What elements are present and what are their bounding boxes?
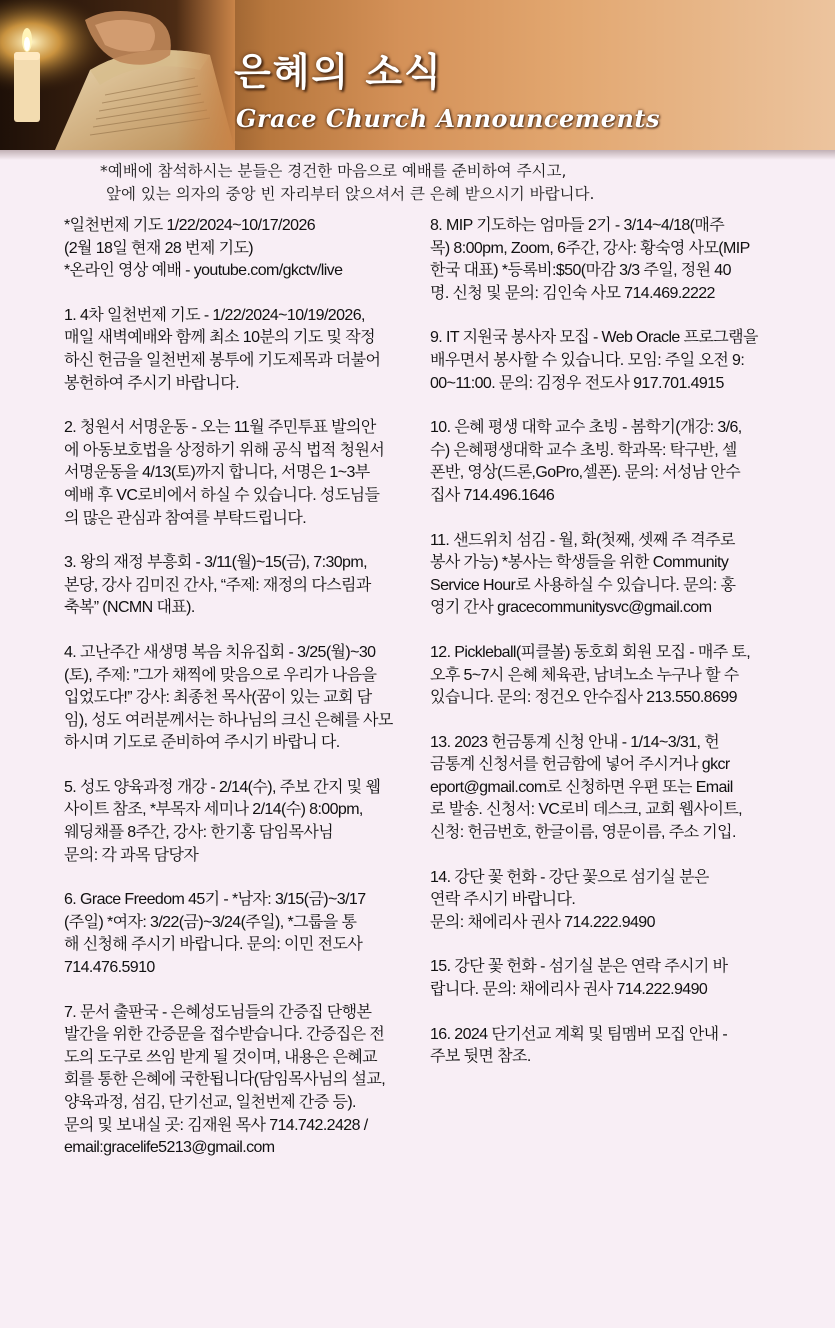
announcement-line: 해 신청해 주시기 바랍니다. 문의: 이민 전도사 [64, 936, 363, 954]
notice-line: *예배에 참석하시는 분들은 경건한 마음으로 예배를 준비하여 주시고, [100, 162, 567, 180]
announcement-line: 영기 간사 gracecommunitysvc@gmail.com [430, 599, 712, 617]
announcement-line: *온라인 영상 예배 - youtube.com/gkctv/live [64, 262, 343, 280]
announcement-line: 하시며 기도로 준비하여 주시기 바랍니 다. [64, 734, 340, 752]
announcement-item-2 [64, 417, 424, 530]
announcement-line: 주보 뒷면 참조. [430, 1048, 531, 1066]
announcement-line: 금통계 신청서를 헌금함에 넣어 주시거나 gkcr [430, 756, 730, 774]
announcement-line: 문의: 채에리사 권사 714.222.9490 [430, 913, 655, 931]
announcement-line: 입었도다!” 강사: 최종천 목사(꿈이 있는 교회 담 [64, 689, 372, 707]
announcement-line: 서명운동을 4/13(토)까지 합니다, 서명은 1~3부 [64, 464, 370, 482]
announcement-line: *일천번제 기도 1/22/2024~10/17/2026 [64, 217, 316, 234]
announcement-item-6 [64, 889, 424, 979]
announcement-line: 7. 문서 출판국 - 은혜성도님들의 간증집 단행본 [64, 1003, 372, 1021]
announcement-item-16 [430, 1024, 790, 1069]
announcement-intro [64, 215, 424, 283]
announcement-line: 신청: 헌금번호, 한글이름, 영문이름, 주소 기입. [430, 824, 736, 842]
announcement-item-9 [430, 327, 790, 395]
announcement-item-3 [64, 552, 424, 620]
announcement-line: 도의 도구로 쓰임 받게 될 것이며, 내용은 은혜교 [64, 1048, 378, 1066]
announcement-line: 4. 고난주간 새생명 복음 치유집회 - 3/25(월)~30 [64, 643, 376, 661]
announcement-item-13 [430, 732, 790, 845]
announcement-line: 오후 5~7시 은혜 체육관, 남녀노소 누구나 할 수 [430, 666, 739, 684]
announcement-line: 의 많은 관심과 참여를 부탁드립니다. [64, 509, 307, 527]
announcement-line: 13. 2023 헌금통계 신청 안내 - 1/14~3/31, 헌 [430, 733, 720, 751]
announcement-item-12 [430, 642, 790, 710]
announcement-line: 봉사 가능) *봉사는 학생들을 위한 Community [430, 554, 729, 572]
announcement-line: 매일 새벽예배와 함께 최소 10분의 기도 및 작정 [64, 329, 375, 347]
announcement-line: (토), 주제: ”그가 채찍에 맞음으로 우리가 나음을 [64, 666, 377, 684]
header-banner [0, 0, 835, 150]
announcement-line: 1. 4차 일천번제 기도 - 1/22/2024~10/19/2026, [64, 306, 365, 324]
announcement-line: 사이트 참조, *부목자 세미나 2/14(수) 8:00pm, [64, 801, 363, 819]
announcement-line: 봉헌하여 주시기 바랍니다. [64, 374, 239, 392]
announcement-line: 랍니다. 문의: 채에리사 권사 714.222.9490 [430, 981, 708, 999]
bible-candle-image [0, 0, 235, 150]
announcement-line: 발간을 위한 간증문을 접수받습니다. 간증집은 전 [64, 1026, 385, 1044]
announcement-line: Service Hour로 사용하실 수 있습니다. 문의: 홍 [430, 576, 736, 594]
announcement-line: (주일) *여자: 3/22(금)~3/24(주일), *그룹을 통 [64, 913, 357, 931]
announcement-line: 9. IT 지원국 봉사자 모집 - Web Oracle 프로그램을 [430, 329, 758, 347]
announcement-line: 회를 통한 은혜에 국한됩니다(담임목사님의 설교, [64, 1071, 386, 1089]
announcement-line: 양육과정, 섬김, 단기선교, 일천번제 간증 등). [64, 1094, 356, 1111]
announcement-line: 714.476.5910 [64, 959, 155, 977]
announcement-line: 문의 및 보내실 곳: 김재원 목사 714.742.2428 / [64, 1116, 368, 1134]
announcement-line: 축복” (NCMN 대표). [64, 599, 195, 617]
notice-line: 앞에 있는 의자의 중앙 빈 자리부터 앉으셔서 큰 은혜 받으시기 바랍니다. [106, 185, 595, 203]
banner-shadow [0, 150, 835, 160]
announcement-line: 임), 성도 여러분께서는 하나님의 크신 은혜를 사모 [64, 711, 393, 729]
announcement-line: 14. 강단 꽃 헌화 - 강단 꽃으로 섬기실 분은 [430, 868, 709, 886]
announcement-item-11 [430, 530, 790, 620]
announcement-line: 목) 8:00pm, Zoom, 6주간, 강사: 황숙영 사모(MIP [430, 239, 750, 257]
announcement-line: 하신 헌금을 일천번제 봉투에 기도제목과 더불어 [64, 351, 381, 369]
announcement-line: 16. 2024 단기선교 계획 및 팀멤버 모집 안내 - [430, 1025, 728, 1043]
worship-notice [100, 160, 790, 206]
announcement-item-7 [64, 1002, 424, 1160]
announcement-line: 명. 신청 및 문의: 김인숙 사모 714.469.2222 [430, 284, 715, 302]
right-column [430, 215, 790, 1069]
announcement-line: 폰반, 영상(드론,GoPro,셀폰). 문의: 서성남 안수 [430, 464, 741, 482]
announcement-line: (2월 18일 현재 28 번제 기도) [64, 239, 254, 257]
announcement-item-4 [64, 642, 424, 755]
left-column [64, 215, 424, 1160]
announcement-line: 한국 대표) *등록비:$50(마감 3/3 주일, 정원 40 [430, 262, 731, 280]
announcement-line: 웨딩채플 8주간, 강사: 한기홍 담임목사님 [64, 824, 334, 842]
announcement-line: 있습니다. 문의: 정건오 안수집사 213.550.8699 [430, 689, 737, 707]
announcement-line: 연락 주시기 바랍니다. [430, 891, 576, 909]
announcement-item-1 [64, 305, 424, 395]
announcement-line: 8. MIP 기도하는 엄마들 2기 - 3/14~4/18(매주 [430, 217, 725, 234]
announcement-item-8 [430, 215, 790, 305]
announcement-line: 로 발송. 신청서: VC로비 데스크, 교회 웹사이트, [430, 801, 743, 819]
announcement-line: 집사 714.496.1646 [430, 486, 555, 504]
announcement-line: 문의: 각 과목 담당자 [64, 846, 199, 864]
announcement-line: 3. 왕의 재정 부흥회 - 3/11(월)~15(금), 7:30pm, [64, 554, 367, 572]
announcement-line: 배우면서 봉사할 수 있습니다. 모임: 주일 오전 9: [430, 351, 745, 369]
announcement-line: 10. 은혜 평생 대학 교수 초빙 - 봄학기(개강: 3/6, [430, 419, 742, 437]
announcement-item-10 [430, 417, 790, 507]
announcement-line: 예배 후 VC로비에서 하실 수 있습니다. 성도님들 [64, 486, 380, 504]
announcement-line: 11. 샌드위치 섬김 - 월, 화(첫째, 셋째 주 격주로 [430, 531, 735, 549]
announcement-line: eport@gmail.com로 신청하면 우편 또는 Email [430, 778, 733, 796]
announcement-line: 6. Grace Freedom 45기 - *남자: 3/15(금)~3/17 [64, 891, 366, 909]
announcement-item-5 [64, 777, 424, 867]
announcement-line: 2. 청원서 서명운동 - 오는 11월 주민투표 발의안 [64, 419, 376, 437]
announcement-line: 5. 성도 양육과정 개강 - 2/14(수), 주보 간지 및 웹 [64, 778, 381, 796]
announcement-line: 수) 은혜평생대학 교수 초빙. 학과목: 탁구반, 셀 [430, 441, 737, 459]
announcements-title-korean: 은혜의 소식 [234, 50, 443, 94]
announcement-line: 12. Pickleball(피클볼) 동호회 회원 모집 - 매주 토, [430, 643, 751, 661]
announcement-item-15 [430, 956, 790, 1001]
announcement-line: 본당, 강사 김미진 간사, “주제: 재정의 다스림과 [64, 576, 371, 594]
announcement-line: 에 아동보호법을 상정하기 위해 공식 법적 청원서 [64, 441, 385, 459]
announcement-line: 00~11:00. 문의: 김정우 전도사 917.701.4915 [430, 374, 724, 392]
email-link[interactable]: email:gracelife5213@gmail.com [64, 1139, 275, 1157]
announcement-line: 15. 강단 꽃 헌화 - 섬기실 분은 연락 주시기 바 [430, 958, 728, 976]
announcement-item-14 [430, 867, 790, 935]
announcements-title-english: Grace Church Announcements [236, 104, 661, 133]
